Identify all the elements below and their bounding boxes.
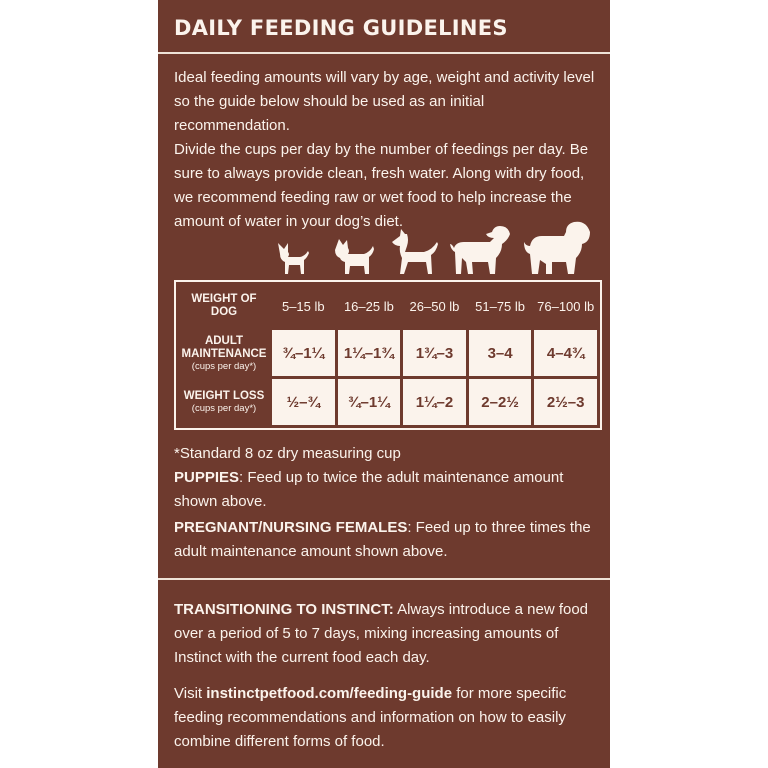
row-label: WEIGHT LOSS: [183, 390, 265, 402]
table-cell: 1¼–2: [403, 379, 466, 425]
visit-prefix: Visit: [174, 685, 207, 702]
pregnant-text: : Feed up to three times the adult maintenance amount shown above.: [174, 519, 591, 560]
weight-range: 51–75 lb: [475, 298, 526, 314]
weight-range: 5–15 lb: [281, 298, 325, 314]
row-label: ADULT MAINTENANCE: [181, 334, 267, 360]
divider: [158, 52, 610, 54]
row-label-adult-maintenance: [179, 330, 269, 376]
table-cell: ¾–1¼: [338, 379, 401, 425]
intro-text: Ideal feeding amounts will vary by age, weight and activity level so the guide below should be used as an initial recommendation. Divide the cups per day by the number of feedings per day. Be sure to always provide clean, fresh water. Along with dry food, we recommend feeding raw or wet food to help increase the amount of water in your dog’s diet.: [174, 69, 595, 230]
dog-size-icons: [268, 222, 600, 276]
row-label-weight-loss: [179, 379, 269, 425]
dog-xlarge-icon: [524, 218, 594, 276]
weight-range: 16–25 lb: [343, 298, 394, 314]
weight-column-label: WEIGHT OF DOG: [191, 293, 257, 318]
transition-text: Always introduce a new food over a period of 5 to 7 days, mixing increasing amounts of Instinct with the current food each day.: [174, 601, 589, 666]
table-cell: ½–¾: [272, 379, 335, 425]
divider: [158, 578, 610, 580]
feeding-table: [174, 280, 602, 430]
table-cell: 2–2½: [469, 379, 532, 425]
dog-tiny-icon: [274, 240, 310, 276]
pregnant-label: PREGNANT/NURSING FEMALES: [174, 519, 408, 536]
row-sublabel: (cups per day*): [191, 403, 257, 414]
table-cell: ¾–1¼: [272, 330, 335, 376]
feeding-notes: [174, 442, 602, 564]
puppies-text: : Feed up to twice the adult maintenance amount shown above.: [174, 469, 564, 510]
transition-label: TRANSITIONING TO INSTINCT:: [174, 601, 394, 618]
dog-medium-icon: [390, 228, 440, 276]
pregnant-note: [174, 516, 602, 564]
table-cell: 1¾–3: [403, 330, 466, 376]
table-cell: 4–4¾: [534, 330, 597, 376]
weight-range: 76–100 lb: [537, 298, 595, 314]
feeding-guide-url: instinctpetfood.com/feeding-guide: [206, 685, 453, 702]
table-header-row: [179, 285, 597, 327]
table-row: [179, 330, 597, 376]
table-cell: 3–4: [469, 330, 532, 376]
table-row: [179, 379, 597, 425]
table-cell: 2½–3: [534, 379, 597, 425]
dog-small-icon: [332, 236, 376, 276]
measuring-cup-note: *Standard 8 oz dry measuring cup: [174, 445, 401, 462]
puppies-note: [174, 466, 602, 514]
dog-large-icon: [450, 222, 512, 276]
weight-range: 26–50 lb: [409, 298, 460, 314]
transition-paragraph: [174, 598, 602, 670]
puppies-label: PUPPIES: [174, 469, 240, 486]
row-sublabel: (cups per day*): [191, 360, 257, 372]
page-title: DAILY FEEDING GUIDELINES: [174, 16, 508, 40]
visit-paragraph: [174, 682, 602, 754]
visit-suffix: for more specific feeding recommendations and information on how to easily combine different forms of food.: [174, 685, 567, 750]
table-cell: 1¼–1¾: [338, 330, 401, 376]
feeding-guidelines-panel: [158, 0, 610, 768]
